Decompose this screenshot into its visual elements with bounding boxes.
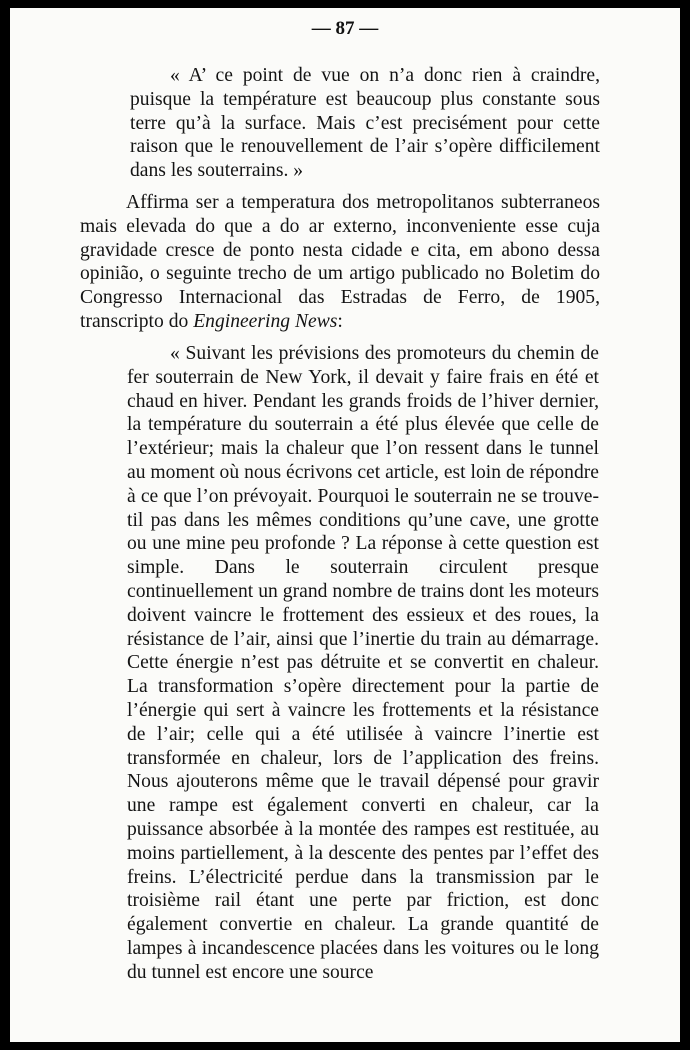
body-text: Affirma ser a temperatura dos metropolitanos subterraneos mais elevada do que a do ar externo, inconveniente esse cuja gravidade cresce de ponto nesta cidade e cita, em abono dessa opinião, o seguinte trecho de um artigo publicado no Boletim do Congresso Internacional das Estradas de Ferro, de 1905, transcripto do bbox=[80, 192, 600, 332]
body-text-end: : bbox=[337, 310, 343, 332]
body-paragraph bbox=[80, 191, 600, 334]
quote-1-paragraph: « A’ ce point de vue on n’a donc rien à craindre, puisque la température est beaucoup plus constante sous terre qu’à la surface. Mais c’est precisément pour cette raison que le renouvellement de l’air s’opère difficilement dans les souterrains. » bbox=[130, 65, 600, 182]
journal-title: Engineering News bbox=[193, 310, 338, 332]
french-quote-2 bbox=[127, 342, 599, 985]
book-page bbox=[10, 8, 680, 1042]
portuguese-paragraph bbox=[80, 191, 600, 334]
page-number: — 87 — bbox=[311, 18, 379, 39]
french-quote-1 bbox=[130, 64, 600, 183]
quote-2-paragraph: « Suivant les prévisions des promoteurs du chemin de fer souterrain de New York, il devait y faire frais en été et chaud en hiver. Pendant les grands froids de l’hiver dernier, la température du souterrain a été plus élevée que celle de l’extérieur; mais la chaleur que l’on ressent dans le tunnel au moment où nous écrivons cet article, est loin de répondre à ce que l’on prévoyait. Pourquoi le souterrain ne se trouve-til pas dans les mêmes conditions qu’une cave, une grotte ou une mine peu profonde ? La réponse à cette question est simple. Dans le souterrain circulent presque continuellement un grand nombre de trains dont les moteurs doivent vaincre le frottement des essieux et des roues, la résistance de l’air, ainsi que l’inertie du train au démarrage. Cette énergie n’est pas détruite et se convertit en chaleur. La transformation s’opère directement pour la partie de l’énergie qui sert à vaincre les frottements et la résistance de l’air; celle qui a été utilisée à vaincre l’inertie est transformée en chaleur, lors de l’application des freins. Nous ajouterons même que le travail dépensé pour gravir une rampe est également converti en chaleur, car la puissance absorbée à la montée des rampes est restituée, au moins partiellement, à la descente des pentes par l’effet des freins. L’électricité perdue dans la transmission par le troisième rail étant une perte par friction, est donc également convertie en chaleur. La grande quantité de lampes à incandescence placées dans les voitures ou le long du tunnel est encore une source bbox=[127, 343, 599, 983]
